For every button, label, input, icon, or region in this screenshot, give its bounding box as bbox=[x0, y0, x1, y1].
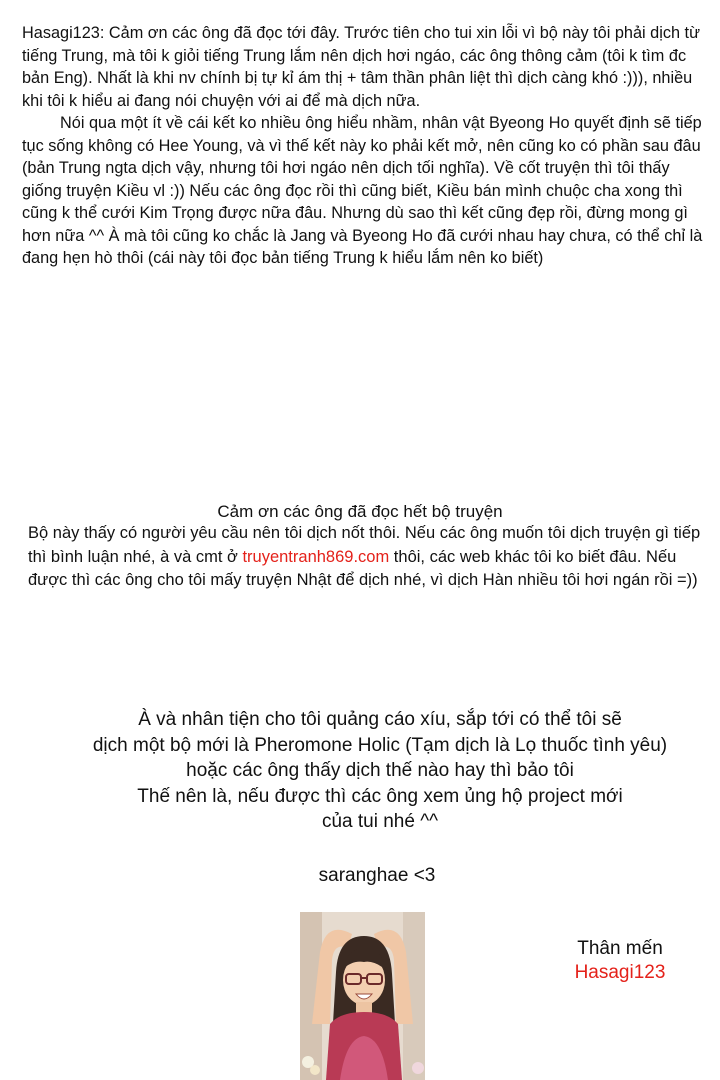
note-paragraph-1: Hasagi123: Cảm ơn các ông đã đọc tới đây. Trước tiên cho tui xin lỗi vì bộ này tôi phải dịch từ tiếng Trung, mà tôi k giỏi tiếng Trung lắm nên dịch hơi ngáo, các ông thông cảm (tôi k tìm đc bản Eng). Nhất là khi nv chính bị tự kỉ ám thị + tâm thần phân liệt thì dịch càng khó :))), nhiều khi tôi k hiểu ai đang nói chuyện với ai để mà dịch nữa. bbox=[22, 24, 700, 110]
signature bbox=[545, 937, 695, 985]
request-text-before: Bộ này thấy có người yêu cầu nên tôi dịch nốt thôi. Nếu các ông muốn tôi dịch truyện gì tiếp thì bình luận nhé, à và cmt ở bbox=[28, 524, 701, 566]
announcement-line: của tui nhé ^^ bbox=[321, 811, 439, 832]
closing-text: saranghae <3 bbox=[318, 865, 436, 886]
announcement-line: hoặc các ông thấy dịch thế nào hay thì bảo tôi bbox=[186, 760, 574, 781]
translator-note bbox=[22, 22, 704, 270]
character-portrait bbox=[300, 912, 425, 1080]
signature-greeting: Thân mến bbox=[577, 938, 663, 959]
announcement bbox=[0, 707, 720, 835]
thanks-heading: Cảm ơn các ông đã đọc hết bộ truyện bbox=[217, 502, 503, 521]
announcement-line: dịch một bộ mới là Pheromone Holic (Tạm dịch là Lọ thuốc tình yêu) bbox=[92, 734, 668, 756]
request-text-after: thôi, các web khác tôi ko biết đâu. Nếu được thì các ông cho tôi mấy truyện Nhật để dịch nhé, vì dịch Hàn nhiều tôi hơi ngán rồi =)) bbox=[28, 547, 698, 589]
site-link[interactable]: truyentranh869.com bbox=[242, 547, 390, 566]
request-paragraph bbox=[28, 522, 708, 593]
signature-name: Hasagi123 bbox=[574, 962, 666, 983]
announcement-line: Thế nên là, nếu được thì các ông xem ủng hộ project mới bbox=[137, 785, 623, 807]
announcement-line: À và nhân tiện cho tôi quảng cáo xíu, sắp tới có thể tôi sẽ bbox=[138, 709, 622, 730]
note-paragraph-2: Nói qua một ít về cái kết ko nhiều ông hiểu nhầm, nhân vật Byeong Ho quyết định sẽ tiếp tục sống không có Hee Young, và vì thế kết này ko phải kết mở, nên cũng ko có phần sau đâu (bản Trung ngta dịch vậy, nhưng tôi hơi ngáo nên dịch tối nghĩa). Về cốt truyện thì tôi thấy giống truyện Kiều vl :)) Nếu các ông đọc rồi thì cũng biết, Kiều bán mình chuộc cha xong thì cũng k thể cưới Kim Trọng được nữa đâu. Nhưng dù sao thì kết cũng đẹp rồi, đừng mong gì hơn nữa ^^ À mà tôi cũng ko chắc là Jang và Byeong Ho đã cưới nhau hay chưa, có thể chỉ là đang hẹn hò thôi (cái này tôi đọc bản tiếng Trung k hiểu lắm nên ko biết) bbox=[22, 114, 703, 267]
